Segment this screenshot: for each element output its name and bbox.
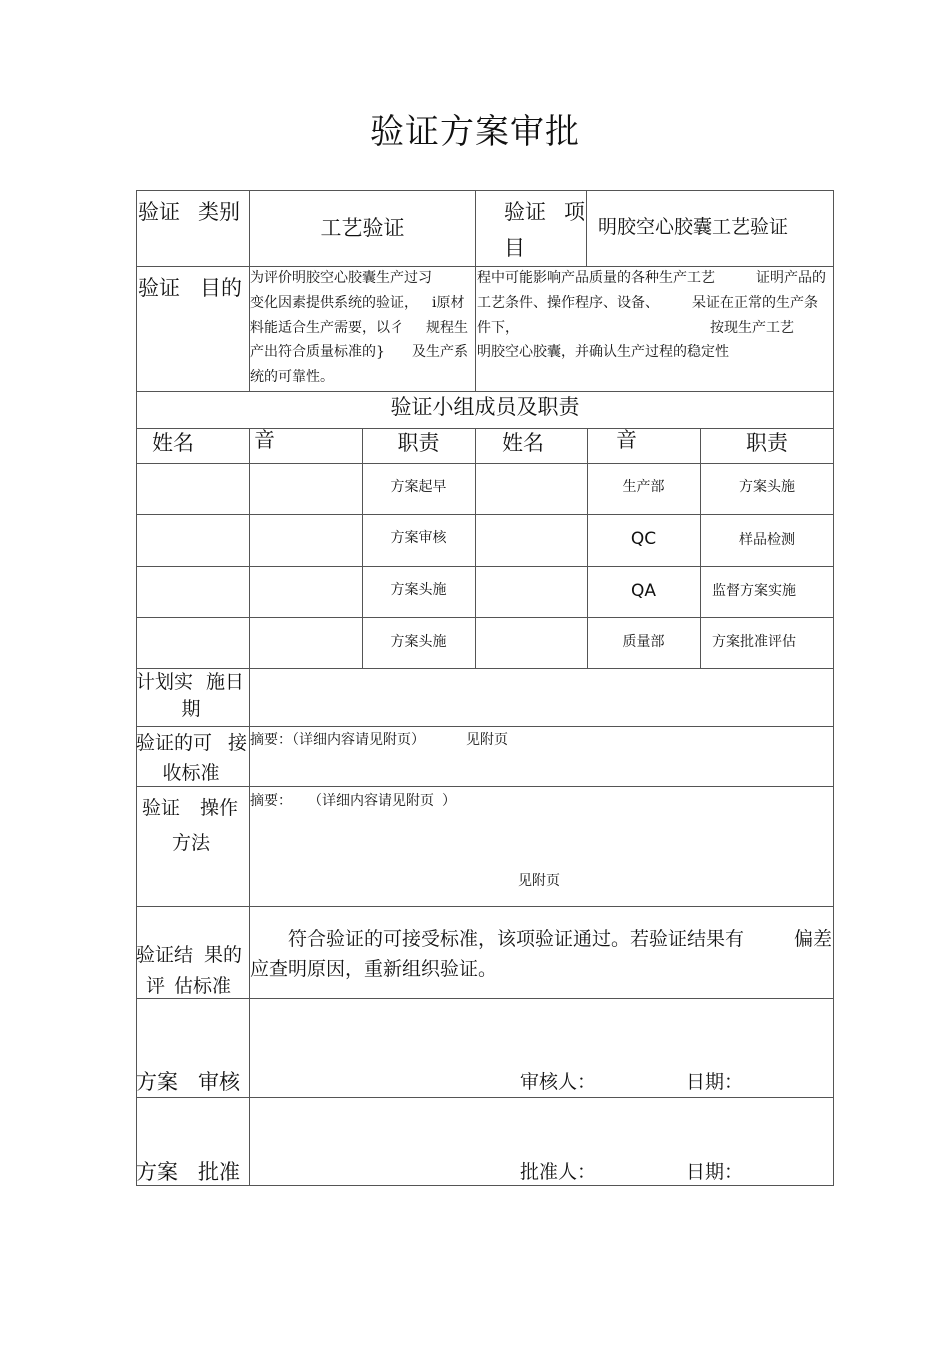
review-date-field: 日期： <box>686 1071 744 1093</box>
purpose-label-2: 目的 <box>200 276 242 300</box>
header-duty-right: 职责 <box>746 431 788 455</box>
team-row-3-duty-right: 监督方案实施 <box>712 583 796 599</box>
purpose-text-col2-3: 件下， <box>477 320 519 336</box>
method-label-3: 方法 <box>171 832 210 854</box>
team-row-4-duty-left: 方案头施 <box>390 634 447 650</box>
evaluation-text: 符合验证的可接受标准，该项验证通过。若验证结果有 <box>288 928 745 950</box>
approve-label: 方案 <box>136 1160 178 1184</box>
header-dept-right: 音 <box>616 428 637 452</box>
purpose-text-col1b-3: 规程生 <box>426 320 468 336</box>
approve-label-2: 批准 <box>198 1160 240 1184</box>
acceptance-see-attachment: 见附页 <box>466 732 508 748</box>
approve-date-field: 日期： <box>686 1161 744 1183</box>
team-row-4-duty-right: 方案批准评估 <box>712 634 796 650</box>
header-name-right: 姓名 <box>502 431 544 455</box>
team-row-4-dept-right: 质量部 <box>622 634 665 650</box>
category-label: 验证 <box>138 200 180 224</box>
purpose-text-col1-5: 统的可靠性。 <box>250 369 334 385</box>
acceptance-label: 验证的可 <box>136 732 213 754</box>
evaluation-text-end: 偏差 <box>794 928 833 950</box>
method-summary-2: （详细内容请见附页 <box>308 793 434 809</box>
page-title: 验证方案审批 <box>370 112 580 152</box>
header-name-left: 姓名 <box>152 431 194 455</box>
team-heading: 验证小组成员及职责 <box>390 395 580 419</box>
team-row-2-dept-right: QC <box>630 529 657 549</box>
purpose-text-col2b-1: 证明产品的 <box>756 270 826 286</box>
method-summary-3: ） <box>442 793 456 809</box>
plan-date-label-3: 期 <box>181 698 201 720</box>
evaluation-label-3: 评 <box>146 975 166 997</box>
purpose-text-col1b-4: 及生产系 <box>412 344 468 360</box>
team-row-3-duty-left: 方案头施 <box>390 582 447 598</box>
acceptance-label-3: 收标准 <box>162 762 220 784</box>
evaluation-label-2: 果的 <box>204 944 243 966</box>
purpose-text-col1b-2: i原材 <box>432 295 465 311</box>
method-label-2: 操作 <box>200 797 239 819</box>
plan-date-label-2: 施日 <box>206 671 245 693</box>
project-label: 验证 <box>504 200 546 224</box>
evaluation-label: 验证结 <box>136 944 194 966</box>
approver-field: 批准人： <box>520 1161 597 1183</box>
method-summary: 摘要： <box>250 793 292 809</box>
method-label: 验证 <box>142 797 181 819</box>
purpose-text-col2-4: 明胶空心胶囊，并确认生产过程的稳定性 <box>477 344 729 360</box>
review-label: 方案 <box>136 1070 178 1094</box>
team-row-1-duty-left: 方案起早 <box>390 479 447 495</box>
category-label-2: 类别 <box>198 200 240 224</box>
evaluation-text-2: 应查明原因，重新组织验证。 <box>250 958 498 980</box>
header-duty-left: 职责 <box>397 431 440 455</box>
purpose-text-col1-1: 为评价明胶空心胶囊生产过习 <box>250 270 432 286</box>
purpose-text-col1-2: 变化因素提供系统的验证， <box>250 295 418 311</box>
team-row-2-duty-left: 方案审核 <box>390 530 447 546</box>
reviewer-field: 审核人： <box>520 1071 597 1093</box>
project-label-2: 项 <box>564 200 585 224</box>
header-dept-left: 音 <box>254 428 275 452</box>
purpose-label: 验证 <box>138 276 180 300</box>
evaluation-label-4: 估标准 <box>174 975 232 997</box>
team-row-1-dept-right: 生产部 <box>622 479 665 495</box>
purpose-text-col2-2: 工艺条件、操作程序、设备、 <box>477 295 659 311</box>
purpose-text-col2b-2: 呆证在正常的生产条 <box>692 295 818 311</box>
category-value: 工艺验证 <box>320 216 405 240</box>
acceptance-summary: 摘要：（详细内容请见附页） <box>250 732 425 748</box>
team-row-2-duty-right: 样品检测 <box>739 532 795 548</box>
purpose-text-col2b-3: 按现生产工艺 <box>710 320 794 336</box>
team-row-3-dept-right: QA <box>630 581 656 601</box>
plan-date-label: 计划实 <box>136 671 194 693</box>
project-label-3: 目 <box>504 236 525 260</box>
purpose-text-col1-4: 产出符合质量标准的} <box>250 344 385 360</box>
purpose-text-col2-1: 程中可能影响产品质量的各种生产工艺 <box>477 270 715 286</box>
method-see-attachment: 见附页 <box>518 873 560 889</box>
purpose-text-col1-3: 料能适合生产需要，以彳 <box>250 320 404 336</box>
approval-form-table <box>136 190 834 1186</box>
team-row-1-duty-right: 方案头施 <box>739 479 795 495</box>
review-label-2: 审核 <box>198 1070 240 1094</box>
project-value: 明胶空心胶囊工艺验证 <box>598 216 789 238</box>
acceptance-label-2: 接 <box>228 732 248 754</box>
